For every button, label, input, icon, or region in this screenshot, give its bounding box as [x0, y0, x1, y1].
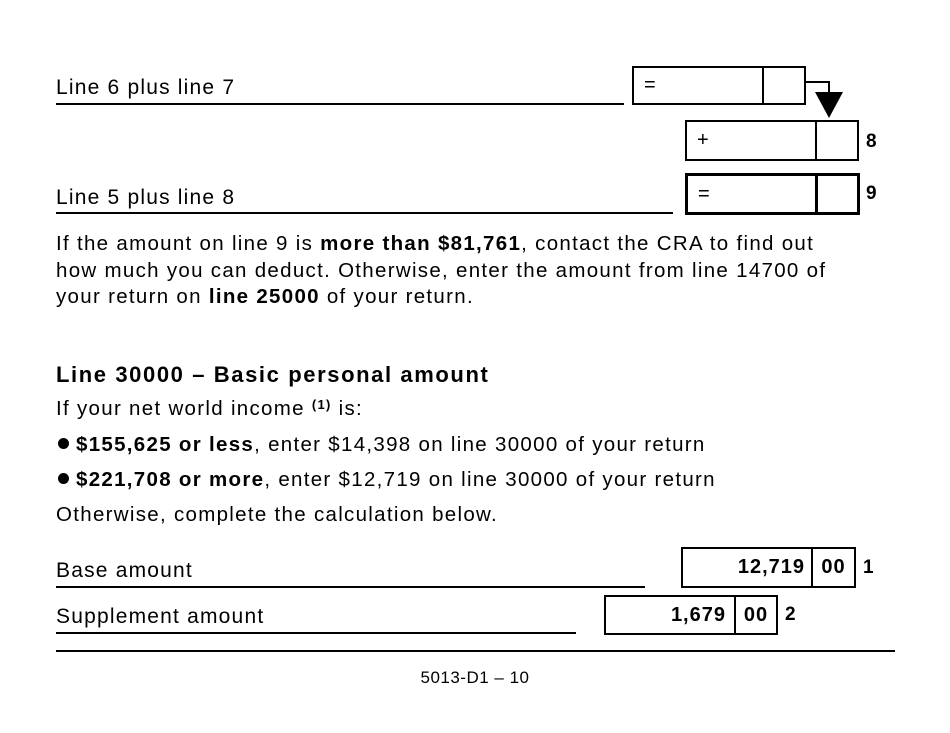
bullet-text: , enter $12,719 on line 30000 of your return — [264, 468, 716, 491]
base-amount-cents: 00 — [821, 556, 846, 578]
bullet-item — [58, 433, 706, 457]
equals-operator: = — [698, 182, 711, 205]
line-number-2: 2 — [785, 604, 796, 625]
intro-text: is: — [331, 397, 364, 420]
para-bold-threshold: more than $81,761 — [320, 232, 522, 255]
line6-7-underline — [56, 103, 624, 105]
line6-7-amount-box[interactable] — [632, 66, 806, 105]
bullet-icon — [58, 438, 69, 449]
line9-instructions — [56, 231, 856, 311]
supplement-amount-box — [604, 595, 778, 635]
line9-amount-box[interactable] — [685, 173, 860, 215]
line-number-8: 8 — [866, 131, 877, 152]
supplement-amount-label: Supplement amount — [56, 605, 265, 628]
line6-7-label: Line 6 plus line 7 — [56, 76, 236, 99]
section-intro — [56, 397, 363, 421]
base-amount-box — [681, 547, 856, 588]
cents-separator — [815, 122, 817, 159]
bullet-text: , enter $14,398 on line 30000 of your return — [254, 433, 706, 456]
down-arrow-icon — [804, 78, 854, 120]
line5-8-underline — [56, 212, 673, 214]
intro-text: If your net world income — [56, 397, 312, 420]
line8-amount-box[interactable] — [685, 120, 859, 161]
supplement-amount-dollars: 1,679 — [670, 603, 726, 626]
para-text: , contact the CRA to find out how much you can deduct. Otherwise, enter the amount from line 14700 of your return on — [56, 232, 827, 308]
footer-rule — [56, 650, 895, 652]
supplement-amount-underline — [56, 632, 576, 634]
line-number-9: 9 — [866, 183, 877, 204]
cents-separator — [815, 176, 818, 212]
line-number-1: 1 — [863, 557, 874, 578]
section-title: Line 30000 – Basic personal amount — [56, 362, 490, 387]
bullet-bold: $155,625 or less — [76, 433, 255, 456]
bullet-item — [58, 468, 716, 492]
base-amount-label: Base amount — [56, 559, 193, 582]
footnote-ref: (1) — [311, 397, 332, 412]
bullet-icon — [58, 473, 69, 484]
base-amount-underline — [56, 586, 645, 588]
equals-operator: = — [644, 74, 657, 96]
para-text: If the amount on line 9 is — [56, 232, 321, 255]
bullet-bold: $221,708 or more — [76, 468, 265, 491]
cents-separator — [762, 68, 764, 103]
page-id: 5013-D1 – 10 — [420, 668, 530, 687]
plus-operator: + — [697, 129, 710, 151]
section-closing: Otherwise, complete the calculation below. — [56, 503, 499, 526]
line5-8-label: Line 5 plus line 8 — [56, 186, 236, 209]
para-text: of your return. — [319, 285, 474, 308]
supplement-amount-cents: 00 — [743, 603, 769, 626]
base-amount-dollars: 12,719 — [737, 556, 805, 578]
para-bold-line: line 25000 — [208, 285, 320, 308]
